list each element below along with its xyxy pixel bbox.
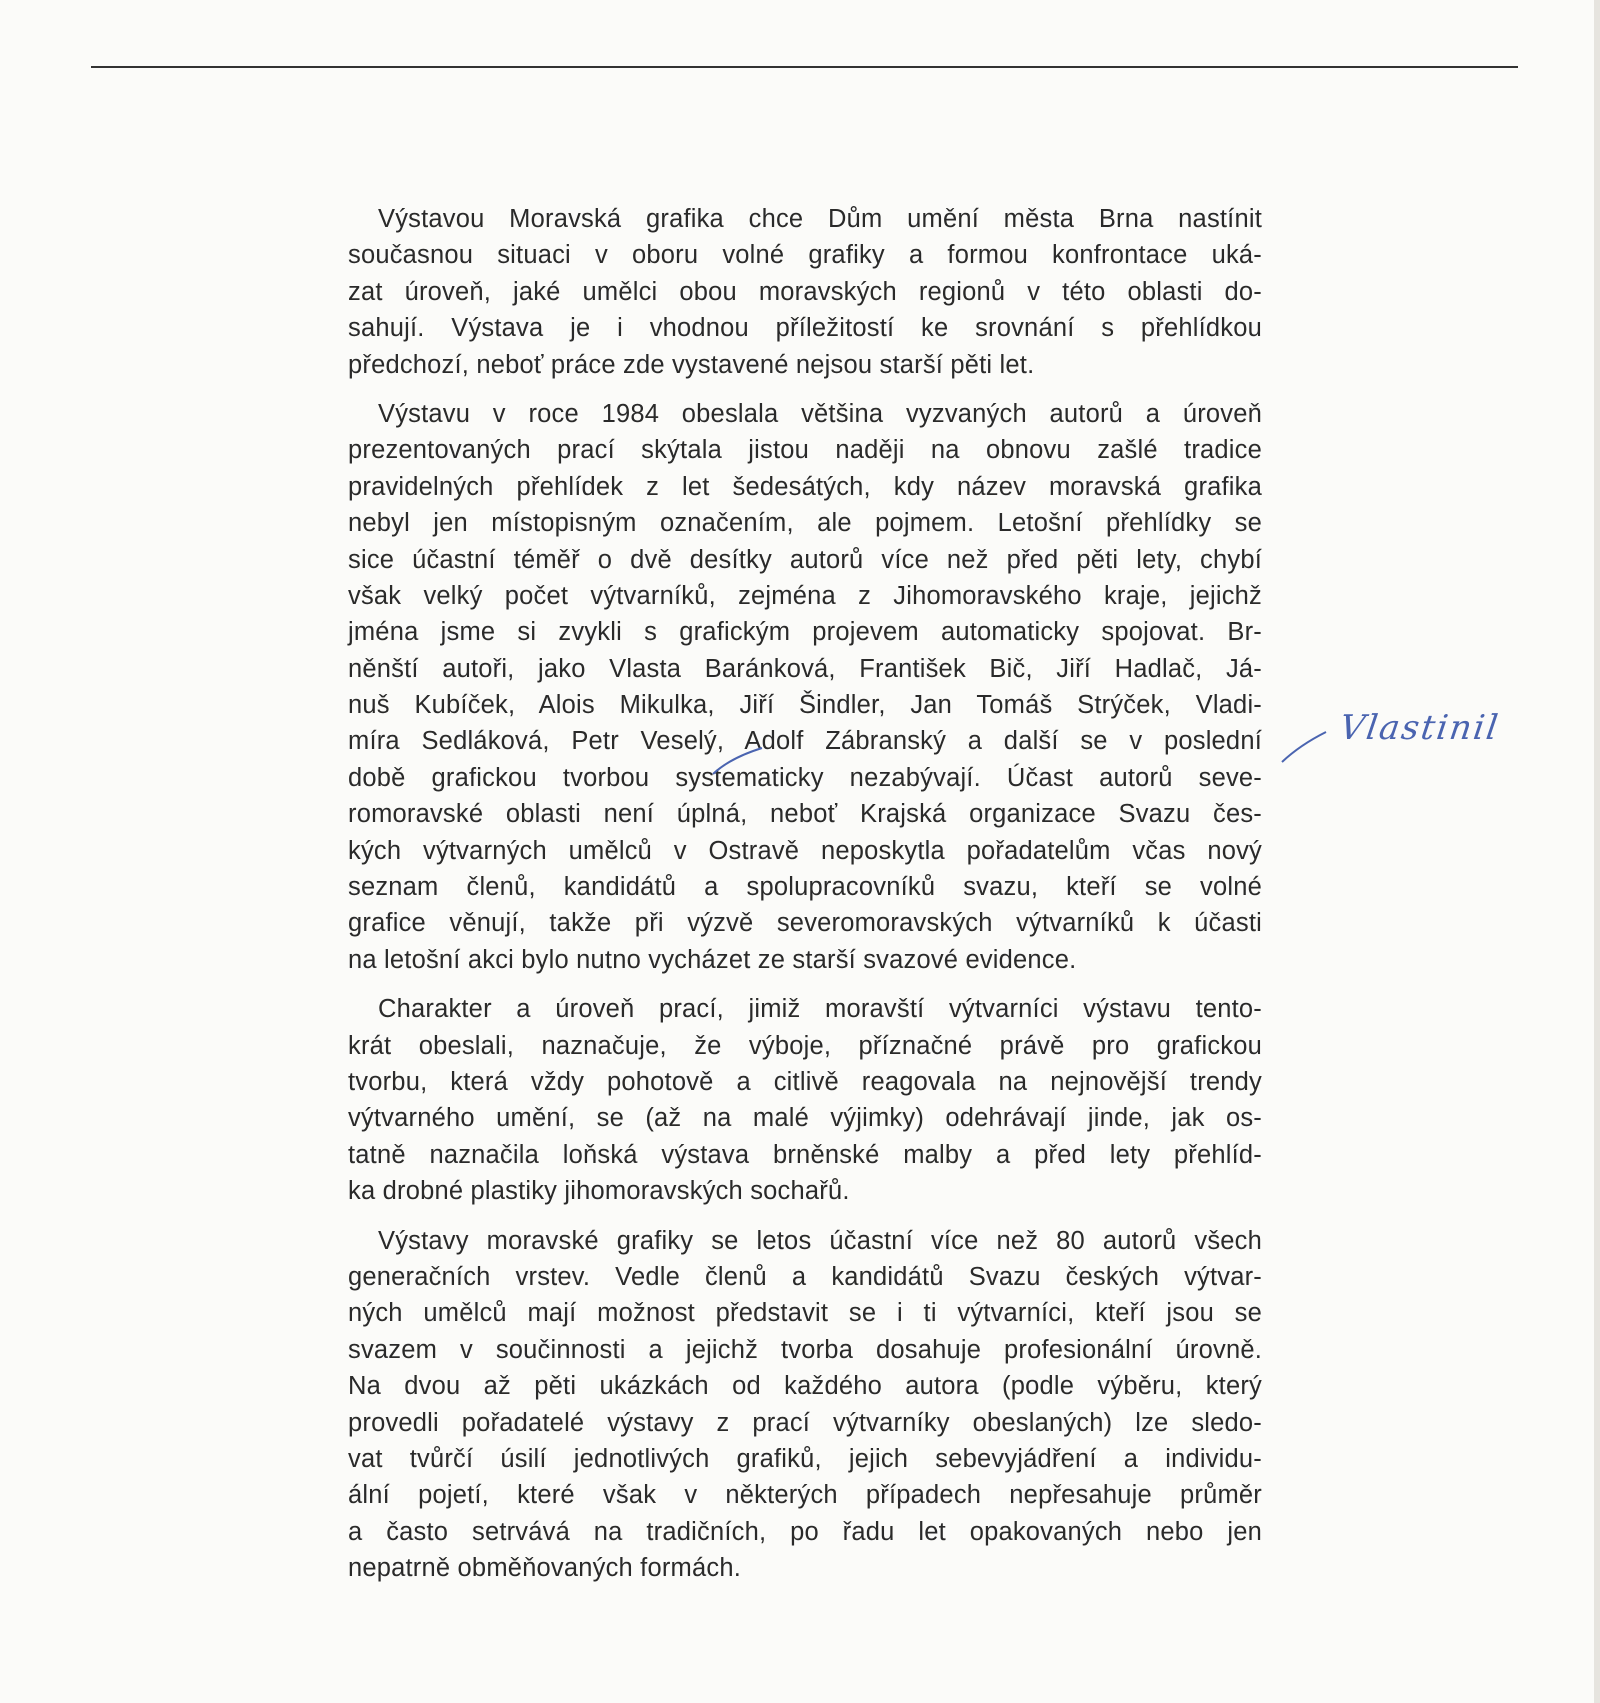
text-line: nuš Kubíček, Alois Mikulka, Jiří Šindler, Jan Tomáš Strýček, Vladi-: [348, 691, 1262, 720]
text-line: míra Sedláková, Petr Veselý, Adolf Zábranský a další se v poslední: [348, 727, 1262, 756]
text-line: a často setrvává na tradičních, po řadu let opakovaných nebo jen: [348, 1517, 1262, 1546]
text-line: současnou situaci v oboru volné grafiky a formou konfrontace uká-: [348, 241, 1262, 270]
text-line: ných umělců mají možnost představit se i ti výtvarníci, kteří jsou se: [348, 1299, 1262, 1328]
text-line: Výstavy moravské grafiky se letos účastní více než 80 autorů všech: [378, 1226, 1262, 1255]
text-line: zat úroveň, jaké umělci obou moravských regionů v této oblasti do-: [348, 277, 1262, 306]
text-line: grafice věnují, takže při výzvě severomoravských výtvarníků k účasti: [348, 909, 1262, 938]
text-line: něnští autoři, jako Vlasta Baránková, František Bič, Jiří Hadlač, Já-: [348, 654, 1262, 683]
text-line: na letošní akci bylo nutno vycházet ze starší svazové evidence.: [348, 945, 1077, 974]
text-line: jména jsme si zvykli s grafickým projevem automaticky spojovat. Br-: [348, 618, 1262, 647]
text-line: Výstavou Moravská grafika chce Dům umění města Brna nastínit: [378, 205, 1262, 233]
handwritten-strike-mark: [713, 748, 762, 774]
text-line: generačních vrstev. Vedle členů a kandidátů Svazu českých výtvar-: [348, 1262, 1262, 1291]
text-line: však velký počet výtvarníků, zejména z Jihomoravského kraje, jejichž: [348, 581, 1262, 610]
text-line: pravidelných přehlídek z let šedesátých, kdy název moravská grafika: [348, 472, 1262, 501]
text-line: romoravské oblasti není úplná, neboť Krajská organizace Svazu čes-: [348, 800, 1262, 829]
handwritten-slash-mark: [1282, 732, 1326, 762]
text-line: nepatrně obměňovaných formách.: [348, 1554, 741, 1583]
text-line: ální pojetí, které však v některých případech nepřesahuje průměr: [348, 1481, 1262, 1510]
text-line: seznam členů, kandidátů a spolupracovníků svazu, kteří se volné: [348, 873, 1262, 902]
text-line: době grafickou tvorbou systematicky nezabývají. Účast autorů seve-: [348, 763, 1262, 792]
text-line: výtvarného umění, se (až na malé výjimky) odehrávají jinde, jak os-: [348, 1104, 1262, 1133]
text-line: sice účastní téměř o dvě desítky autorů více než před pěti lety, chybí: [348, 545, 1262, 574]
text-line: tvorbu, která vždy pohotově a citlivě reagovala na nejnovější trendy: [348, 1067, 1262, 1096]
text-line: nebyl jen místopisným označením, ale pojmem. Letošní přehlídky se: [348, 509, 1262, 538]
text-line: provedli pořadatelé výstavy z prací výtvarníky obeslaných) lze sledo-: [348, 1408, 1262, 1437]
text-line: svazem v součinnosti a jejichž tvorba dosahuje profesionální úrovně.: [348, 1335, 1262, 1364]
text-line: ka drobné plastiky jihomoravských sochařů.: [348, 1177, 850, 1206]
text-line: kých výtvarných umělců v Ostravě neposkytla pořadatelům včas nový: [348, 836, 1262, 865]
handwritten-note: Vlastinil: [1337, 708, 1503, 748]
text-line: Charakter a úroveň prací, jimiž moravští výtvarníci výstavu tento-: [378, 995, 1262, 1024]
text-line: Výstavu v roce 1984 obeslala většina vyzvaných autorů a úroveň: [378, 399, 1262, 428]
text-line: tatně naznačila loňská výstava brněnské malby a před lety přehlíd-: [348, 1140, 1262, 1169]
text-line: sahují. Výstava je i vhodnou příležitostí ke srovnání s přehlídkou: [348, 314, 1262, 343]
text-line: vat tvůrčí úsilí jednotlivých grafiků, jejich sebevyjádření a individu-: [348, 1444, 1262, 1473]
text-line: Na dvou až pěti ukázkách od každého autora (podle výběru, který: [348, 1372, 1262, 1401]
text-line: krát obeslali, naznačuje, že výboje, příznačné právě pro grafickou: [348, 1031, 1262, 1060]
text-line: prezentovaných prací skýtala jistou naději na obnovu zašlé tradice: [348, 436, 1262, 465]
text-line: předchozí, neboť práce zde vystavené nejsou starší pěti let.: [348, 350, 1035, 379]
